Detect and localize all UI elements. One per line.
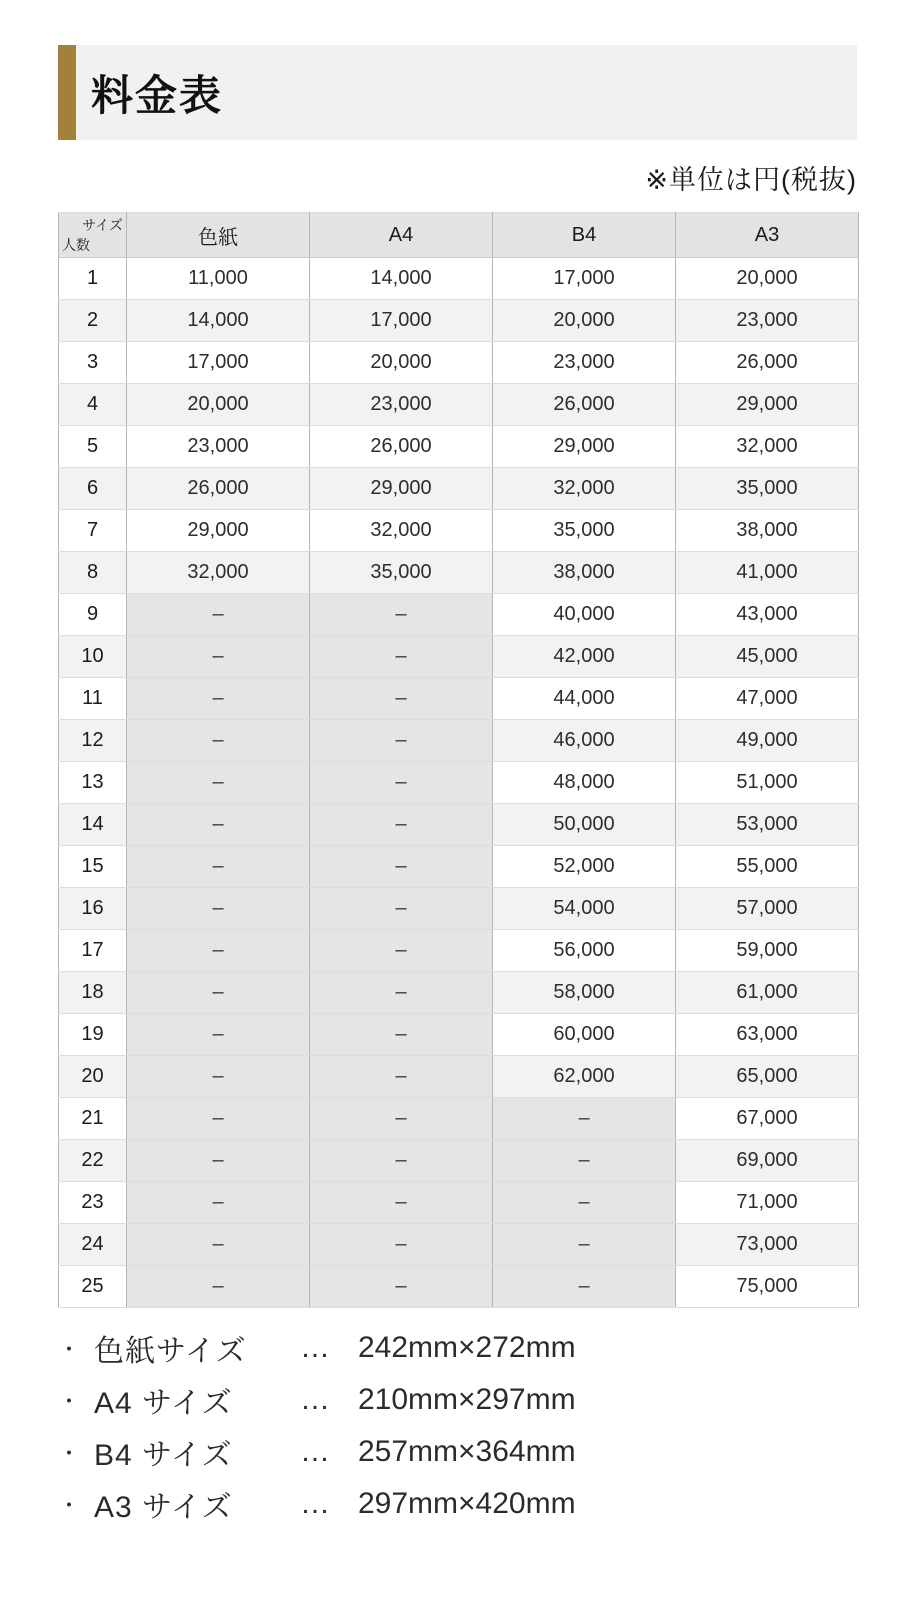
corner-label-people: 人数 [62, 237, 90, 253]
price-cell: 32,000 [310, 510, 493, 552]
price-cell: – [310, 972, 493, 1014]
price-cell: – [310, 846, 493, 888]
table-row [59, 720, 859, 762]
size-note-label: A3 サイズ [94, 1491, 233, 1524]
price-cell: – [127, 804, 310, 846]
row-number: 7 [59, 510, 127, 552]
price-cell: – [127, 1266, 310, 1308]
row-number: 14 [59, 804, 127, 846]
bullet-icon: ・ [58, 1336, 81, 1362]
price-cell: 71,000 [676, 1182, 859, 1224]
table-row [59, 510, 859, 552]
table-row [59, 762, 859, 804]
size-note-value: 297mm×420mm [358, 1487, 576, 1520]
price-cell: 49,000 [676, 720, 859, 762]
price-cell: – [127, 1140, 310, 1182]
price-cell: 59,000 [676, 930, 859, 972]
price-cell: – [310, 1014, 493, 1056]
table-row [59, 888, 859, 930]
price-cell: 26,000 [676, 342, 859, 384]
table-row [59, 1140, 859, 1182]
price-cell: – [310, 888, 493, 930]
table-row [59, 1182, 859, 1224]
price-cell: 38,000 [493, 552, 676, 594]
price-cell: 20,000 [127, 384, 310, 426]
price-cell: 17,000 [127, 342, 310, 384]
row-number: 2 [59, 300, 127, 342]
size-note-dots: … [300, 1383, 330, 1416]
row-number: 11 [59, 678, 127, 720]
price-cell: 32,000 [127, 552, 310, 594]
row-number: 23 [59, 1182, 127, 1224]
price-cell: 54,000 [493, 888, 676, 930]
size-note-value: 257mm×364mm [358, 1435, 576, 1468]
price-cell: – [493, 1182, 676, 1224]
price-cell: – [127, 594, 310, 636]
price-cell: – [310, 1182, 493, 1224]
price-cell: 20,000 [310, 342, 493, 384]
row-number: 1 [59, 258, 127, 300]
price-cell: – [127, 930, 310, 972]
price-cell: 29,000 [310, 468, 493, 510]
price-cell: 48,000 [493, 762, 676, 804]
price-cell: – [127, 762, 310, 804]
bullet-icon: ・ [58, 1440, 81, 1466]
price-cell: 52,000 [493, 846, 676, 888]
price-cell: 67,000 [676, 1098, 859, 1140]
price-cell: 56,000 [493, 930, 676, 972]
table-row [59, 468, 859, 510]
table-row [59, 300, 859, 342]
size-notes [58, 1322, 576, 1530]
table-row [59, 1224, 859, 1266]
price-cell: – [310, 762, 493, 804]
price-table-body [59, 258, 859, 1308]
corner-cell [59, 213, 127, 258]
price-cell: – [127, 846, 310, 888]
row-number: 6 [59, 468, 127, 510]
price-cell: 58,000 [493, 972, 676, 1014]
price-cell: 20,000 [676, 258, 859, 300]
row-number: 21 [59, 1098, 127, 1140]
price-cell: 47,000 [676, 678, 859, 720]
table-row [59, 258, 859, 300]
table-row [59, 594, 859, 636]
table-row [59, 846, 859, 888]
price-cell: 57,000 [676, 888, 859, 930]
price-cell: 29,000 [493, 426, 676, 468]
price-cell: – [493, 1098, 676, 1140]
size-note-dots: … [300, 1435, 330, 1468]
price-cell: 65,000 [676, 1056, 859, 1098]
price-table [58, 212, 859, 1308]
price-cell: – [127, 1098, 310, 1140]
price-cell: – [493, 1140, 676, 1182]
price-cell: 43,000 [676, 594, 859, 636]
price-cell: – [310, 1266, 493, 1308]
size-note-label: A4 サイズ [94, 1387, 233, 1420]
price-cell: 26,000 [127, 468, 310, 510]
price-cell: 51,000 [676, 762, 859, 804]
row-number: 19 [59, 1014, 127, 1056]
table-row [59, 804, 859, 846]
table-row [59, 1056, 859, 1098]
price-cell: 17,000 [310, 300, 493, 342]
price-cell: 35,000 [676, 468, 859, 510]
price-cell: 46,000 [493, 720, 676, 762]
table-row [59, 1014, 859, 1056]
column-header-a4: A4 [310, 213, 493, 258]
price-cell: – [127, 1224, 310, 1266]
table-row [59, 384, 859, 426]
table-row [59, 678, 859, 720]
price-cell: 42,000 [493, 636, 676, 678]
column-header-a3: A3 [676, 213, 859, 258]
unit-note: ※単位は円(税抜) [645, 165, 857, 195]
row-number: 10 [59, 636, 127, 678]
size-note-value: 210mm×297mm [358, 1383, 576, 1416]
price-cell: 26,000 [493, 384, 676, 426]
price-cell: – [127, 720, 310, 762]
table-row [59, 1098, 859, 1140]
row-number: 18 [59, 972, 127, 1014]
title-accent-bar [58, 45, 76, 140]
row-number: 12 [59, 720, 127, 762]
price-cell: 53,000 [676, 804, 859, 846]
price-cell: – [310, 1056, 493, 1098]
size-note-value: 242mm×272mm [358, 1331, 576, 1364]
price-cell: – [127, 636, 310, 678]
price-cell: 17,000 [493, 258, 676, 300]
price-cell: 60,000 [493, 1014, 676, 1056]
table-row [59, 342, 859, 384]
row-number: 9 [59, 594, 127, 636]
table-row [59, 552, 859, 594]
price-cell: – [127, 1056, 310, 1098]
price-cell: 29,000 [127, 510, 310, 552]
size-note-line [58, 1322, 576, 1374]
price-cell: 40,000 [493, 594, 676, 636]
price-cell: 44,000 [493, 678, 676, 720]
price-cell: 75,000 [676, 1266, 859, 1308]
size-note-line [58, 1426, 576, 1478]
price-cell: 69,000 [676, 1140, 859, 1182]
size-note-line [58, 1478, 576, 1530]
price-cell: 61,000 [676, 972, 859, 1014]
row-number: 22 [59, 1140, 127, 1182]
price-cell: – [493, 1224, 676, 1266]
row-number: 8 [59, 552, 127, 594]
price-cell: – [310, 1224, 493, 1266]
price-cell: 23,000 [127, 426, 310, 468]
row-number: 3 [59, 342, 127, 384]
row-number: 5 [59, 426, 127, 468]
price-cell: – [127, 888, 310, 930]
row-number: 16 [59, 888, 127, 930]
price-cell: 29,000 [676, 384, 859, 426]
price-cell: – [310, 720, 493, 762]
price-cell: – [127, 1182, 310, 1224]
table-row [59, 636, 859, 678]
row-number: 20 [59, 1056, 127, 1098]
price-cell: – [310, 1098, 493, 1140]
table-row [59, 972, 859, 1014]
table-row [59, 426, 859, 468]
price-cell: – [310, 636, 493, 678]
price-cell: 23,000 [676, 300, 859, 342]
size-note-label: 色紙サイズ [94, 1335, 247, 1368]
price-cell: 62,000 [493, 1056, 676, 1098]
price-cell: – [310, 930, 493, 972]
row-number: 25 [59, 1266, 127, 1308]
price-cell: 63,000 [676, 1014, 859, 1056]
price-cell: 14,000 [310, 258, 493, 300]
price-cell: – [127, 678, 310, 720]
row-number: 15 [59, 846, 127, 888]
price-table-header [59, 213, 859, 258]
price-cell: – [310, 594, 493, 636]
size-note-line [58, 1374, 576, 1426]
row-number: 4 [59, 384, 127, 426]
price-cell: – [493, 1266, 676, 1308]
row-number: 13 [59, 762, 127, 804]
price-cell: – [127, 1014, 310, 1056]
price-cell: – [310, 804, 493, 846]
price-cell: 35,000 [310, 552, 493, 594]
price-cell: 38,000 [676, 510, 859, 552]
column-header-shikishi: 色紙 [127, 213, 310, 258]
price-cell: 32,000 [676, 426, 859, 468]
page-title: 料金表 [91, 71, 224, 119]
price-cell: 23,000 [493, 342, 676, 384]
bullet-icon: ・ [58, 1388, 81, 1414]
table-row [59, 930, 859, 972]
header-row [59, 213, 859, 258]
price-cell: – [310, 1140, 493, 1182]
price-cell: – [310, 678, 493, 720]
price-cell: 35,000 [493, 510, 676, 552]
price-cell: 45,000 [676, 636, 859, 678]
price-cell: – [127, 972, 310, 1014]
column-header-b4: B4 [493, 213, 676, 258]
price-cell: 50,000 [493, 804, 676, 846]
corner-label-size: サイズ [82, 217, 123, 233]
price-cell: 73,000 [676, 1224, 859, 1266]
row-number: 17 [59, 930, 127, 972]
price-cell: 23,000 [310, 384, 493, 426]
row-number: 24 [59, 1224, 127, 1266]
size-note-dots: … [300, 1487, 330, 1520]
price-cell: 55,000 [676, 846, 859, 888]
size-note-label: B4 サイズ [94, 1439, 233, 1472]
title-banner [58, 45, 857, 140]
price-cell: 26,000 [310, 426, 493, 468]
price-cell: 32,000 [493, 468, 676, 510]
table-row [59, 1266, 859, 1308]
bullet-icon: ・ [58, 1492, 81, 1518]
price-cell: 20,000 [493, 300, 676, 342]
price-cell: 11,000 [127, 258, 310, 300]
size-note-dots: … [300, 1331, 330, 1364]
price-cell: 14,000 [127, 300, 310, 342]
price-cell: 41,000 [676, 552, 859, 594]
